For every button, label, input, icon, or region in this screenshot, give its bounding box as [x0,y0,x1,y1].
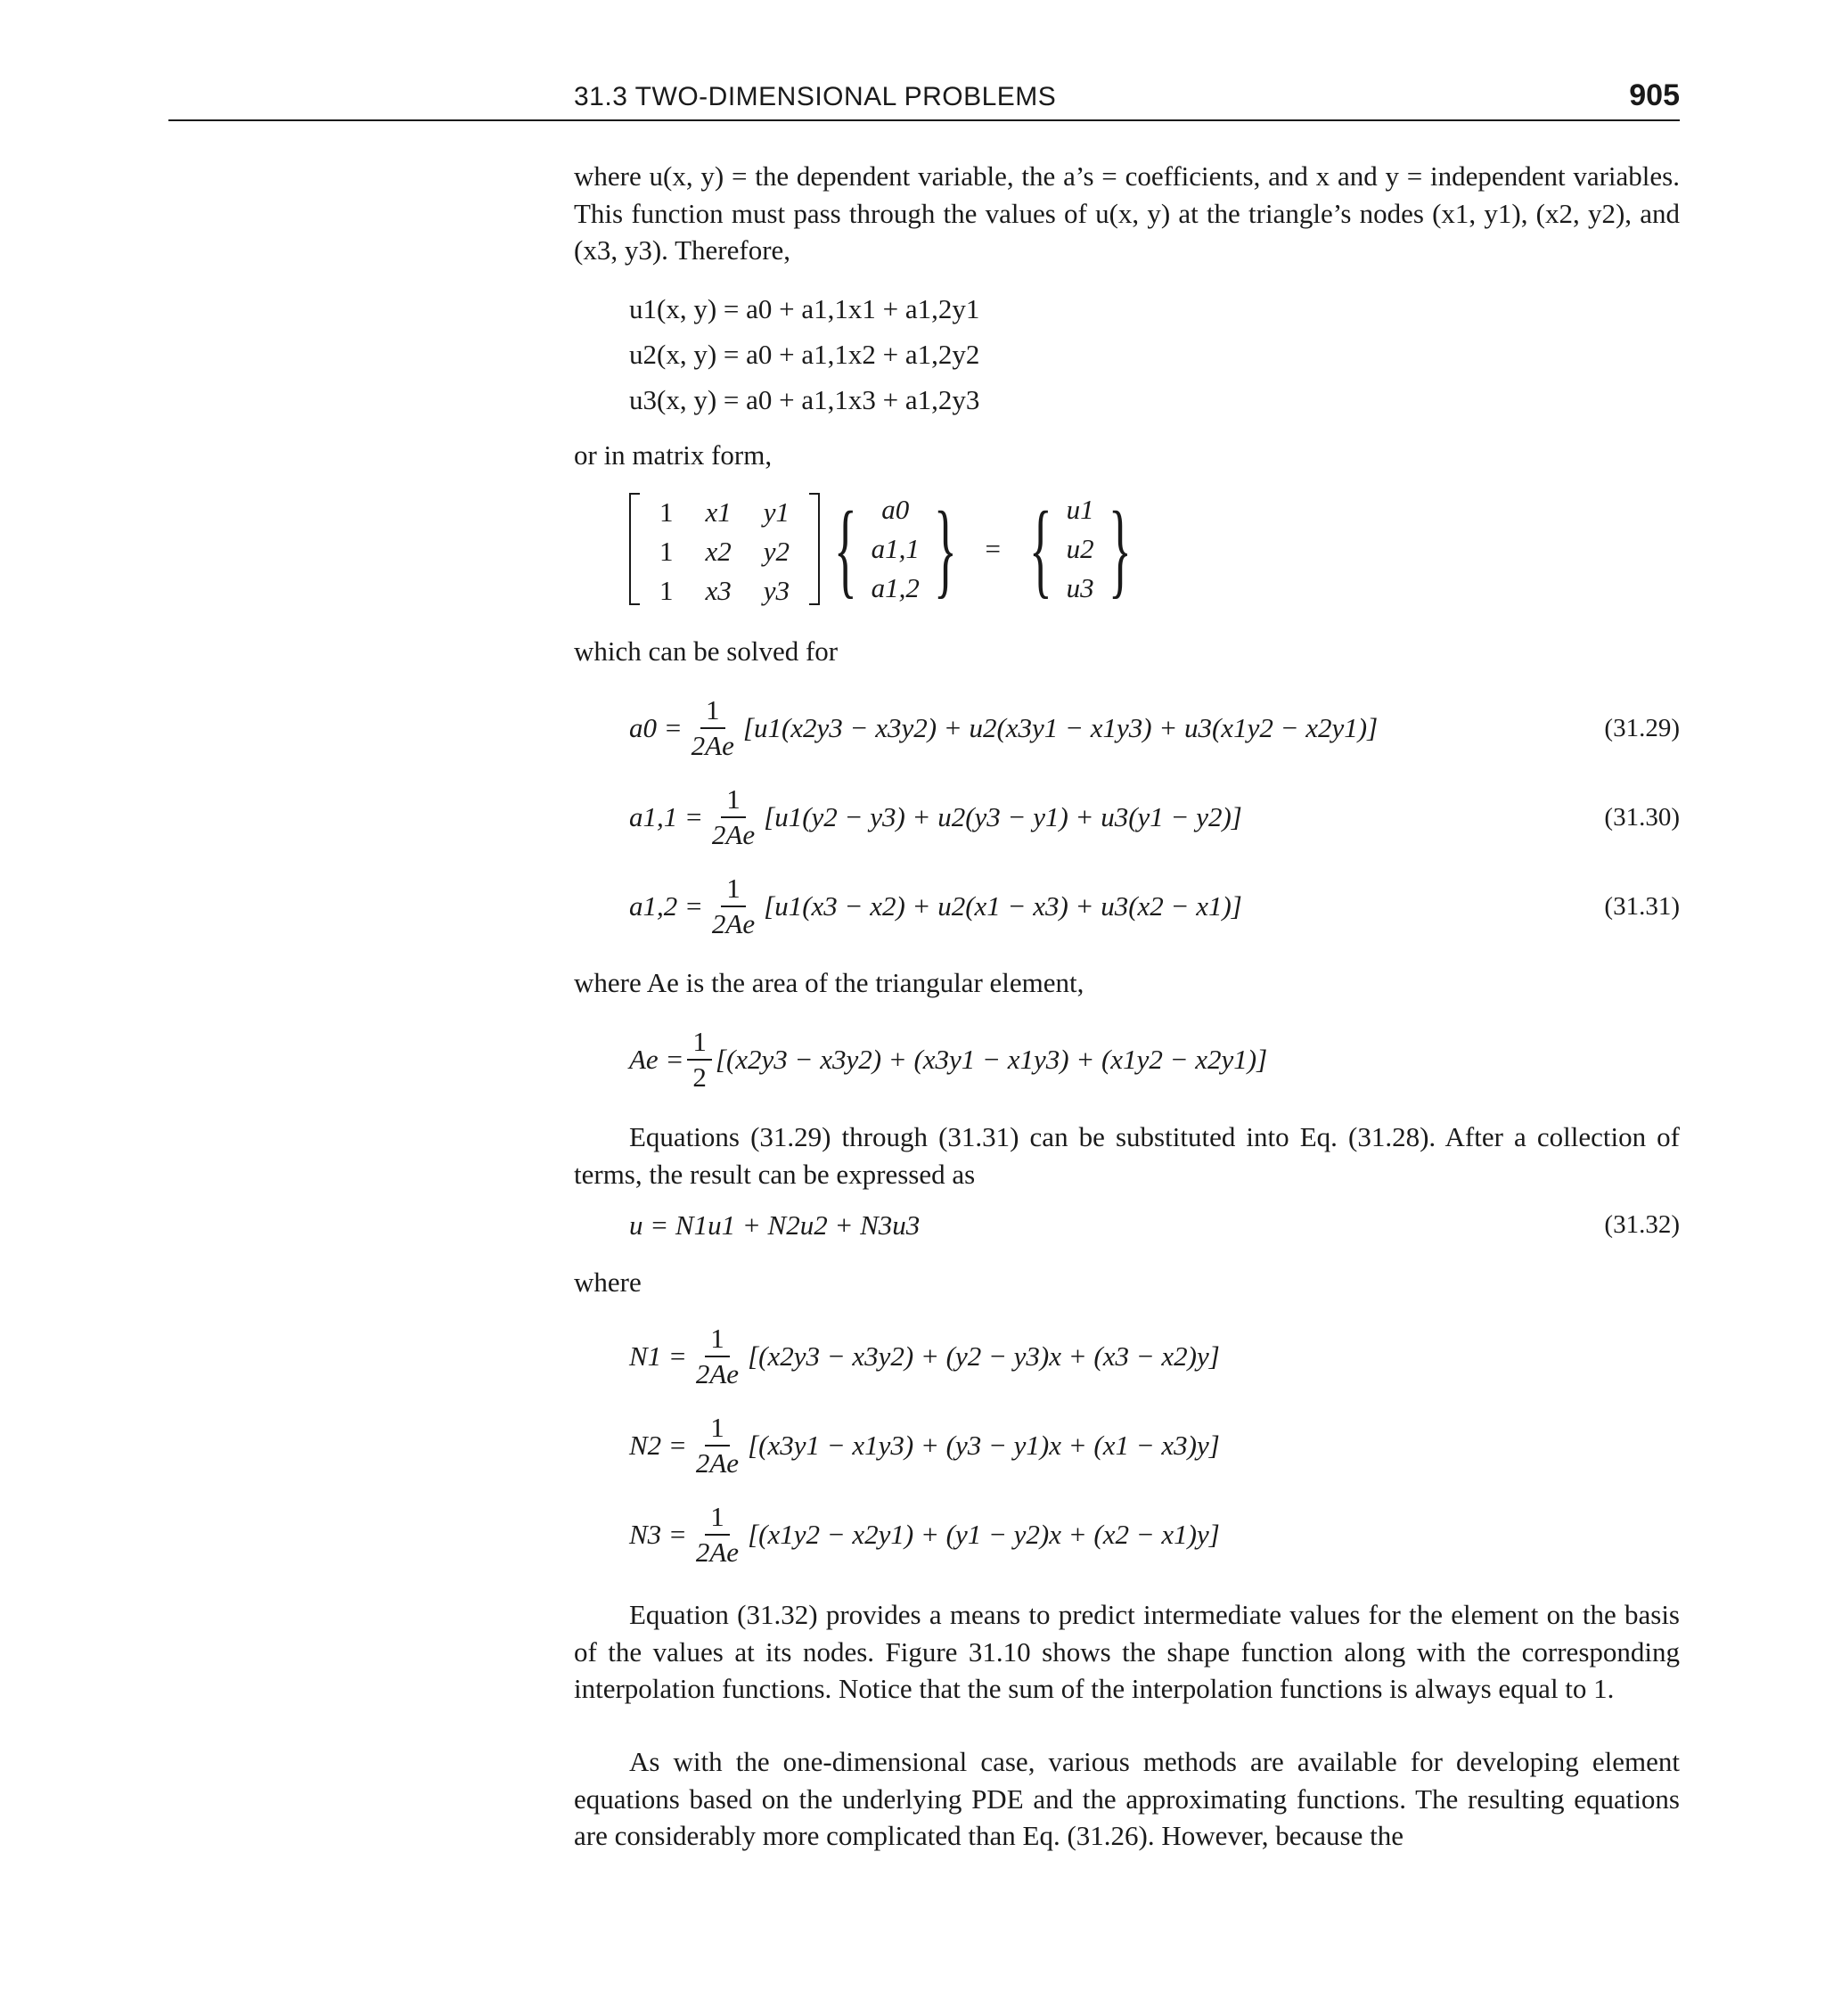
left-brace-icon: { [833,489,857,608]
fraction [707,872,760,941]
fraction [707,783,760,852]
equation-n1 [629,1322,1220,1391]
paragraph-interpolation: Equation (31.32) provides a means to predict intermediate values for the element on the basis of the values at its nodes. Figure 31.10 shows the shape function along with the corresponding interpolation functions. Notice that the sum of the interpolation functions is always equal to 1. [574,1599,1680,1704]
fraction-numerator: 1 [700,693,725,729]
equation-lhs: N2 = [629,1430,687,1461]
paragraph-substitution: Equations (31.29) through (31.31) can be substituted into Eq. (31.28). After a collection of terms, the result can be expressed as [574,1121,1680,1190]
equation-a12 [629,872,1242,941]
fraction [687,1025,712,1094]
equation-n2 [629,1411,1220,1480]
fraction-denominator: 2Ae [711,908,756,939]
fraction-denominator: 2Ae [695,1537,740,1568]
matrix-row [643,532,806,571]
vector-entry: a0 [881,494,910,525]
matrix-cell: 1 [659,575,674,606]
text-column [574,0,1680,2016]
equation-lhs: N1 = [629,1340,687,1372]
vector-entry: u1 [1066,494,1094,525]
paragraph-element-equations: As with the one-dimensional case, various methods are available for developing element equations based on the underlying PDE and the approximating functions. The resulting equations are considerably more complicated than Eq. (31.26). However, because the [574,1746,1680,1851]
equation-lhs: N3 = [629,1519,687,1550]
equation-number: (31.30) [1604,803,1680,832]
vector-entry: u3 [1066,572,1094,603]
equals-sign: = [985,533,1001,564]
fraction [686,693,740,763]
right-brace-icon: } [1108,489,1132,608]
node-equation-3: u3(x, y) = a0 + a1,1x3 + a1,2y3 [629,384,980,415]
area-equation [629,1025,1267,1094]
equation-a0 [629,693,1378,763]
fraction-numerator: 1 [705,1500,730,1536]
vector-entry: a1,2 [871,572,920,603]
where-label: where [574,1266,642,1298]
right-brace-icon: } [933,489,957,608]
matrix-cell: y3 [763,575,790,606]
equation-lhs: Ae = [629,1044,684,1075]
equation-body: [u1(x2y3 − x3y2) + u2(x3y1 − x1y3) + u3(x1y2 − x2y1)] [742,712,1379,743]
coefficient-matrix [629,493,820,605]
equation-n3 [629,1500,1220,1569]
fraction-denominator: 2Ae [695,1447,740,1479]
equation-number: (31.29) [1604,714,1680,742]
equation-body: [u1(y2 − y3) + u2(y3 − y1) + u3(y1 − y2)] [764,801,1242,832]
fraction-numerator: 1 [721,783,746,818]
page-number: 905 [1629,78,1680,112]
area-intro: where Ae is the area of the triangular element, [574,967,1084,998]
matrix-cell: y2 [763,536,790,567]
equation-lhs: a1,1 = [629,801,703,832]
node-equation-1: u1(x, y) = a0 + a1,1x1 + a1,2y1 [629,293,980,324]
equation-number: (31.32) [1604,1210,1680,1239]
equation-a11 [629,783,1242,852]
equation-body: [(x3y1 − x1y3) + (y3 − y1)x + (x1 − x3)y] [748,1430,1220,1461]
matrix-row [643,493,806,532]
fraction-denominator: 2Ae [691,730,734,761]
fraction-denominator: 2Ae [711,819,756,850]
matrix-cell: x3 [705,575,732,606]
equation-number: (31.31) [1604,892,1680,921]
fraction-numerator: 1 [687,1025,712,1061]
matrix-row [643,571,806,611]
matrix-cell: 1 [659,536,674,567]
fraction-numerator: 1 [705,1322,730,1357]
solve-intro: which can be solved for [574,635,839,667]
equation-lhs: a0 = [629,712,683,743]
fraction [691,1411,744,1480]
header-section-title: 31.3 TWO-DIMENSIONAL PROBLEMS [574,82,1057,111]
vector-entry: a1,1 [871,533,920,564]
equation-lhs: a1,2 = [629,890,703,922]
fraction-denominator: 2 [692,1061,707,1093]
left-brace-icon: { [1028,489,1052,608]
equation-body: [u1(x3 − x2) + u2(x1 − x3) + u3(x2 − x1)] [764,890,1242,922]
paragraph-intro: where u(x, y) = the dependent variable, the a’s = coefficients, and x and y = independent variables. This function must pass through the values of u(x, y) at the triangle’s nodes (x1, y1), (x2, y2), and (x3, y3). Therefore, [574,160,1680,266]
matrix-cell: x2 [705,536,732,567]
fraction [691,1322,744,1391]
fraction-denominator: 2Ae [695,1358,740,1389]
matrix-cell: x1 [705,496,732,528]
shape-function-equation: u = N1u1 + N2u2 + N3u3 [629,1209,921,1241]
node-equation-2: u2(x, y) = a0 + a1,1x2 + a1,2y2 [629,339,980,370]
vector-entry: u2 [1066,533,1094,564]
matrix-cell: y1 [763,496,790,528]
equation-body: [(x1y2 − x2y1) + (y1 − y2)x + (x2 − x1)y] [748,1519,1220,1550]
fraction-numerator: 1 [705,1411,730,1446]
fraction-numerator: 1 [721,872,746,907]
matrix-equation [574,488,1680,613]
matrix-intro: or in matrix form, [574,439,773,471]
equation-body: [(x2y3 − x3y2) + (y2 − y3)x + (x3 − x2)y] [748,1340,1220,1372]
coefficient-vector [872,490,920,608]
rhs-vector [1067,490,1094,608]
fraction [691,1500,744,1569]
matrix-cell: 1 [659,496,674,528]
equation-body: [(x2y3 − x3y2) + (x3y1 − x1y3) + (x1y2 − x2y1)] [715,1044,1268,1075]
